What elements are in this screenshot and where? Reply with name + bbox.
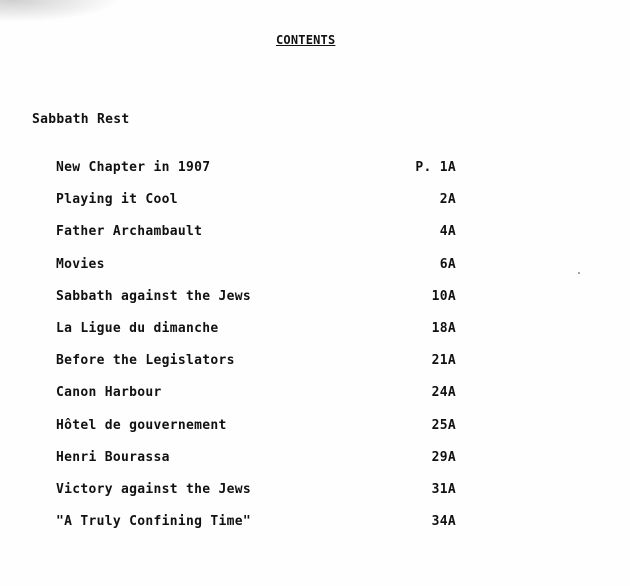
toc-entry-page: 18A	[431, 320, 456, 336]
scan-smudge	[0, 0, 120, 22]
toc-entry-page: 34A	[431, 514, 456, 530]
toc-entry-title: Movies	[56, 256, 105, 272]
toc-entry	[56, 514, 456, 546]
toc-entry-page: 6A	[439, 256, 456, 272]
toc-entry-title: Canon Harbour	[56, 385, 162, 401]
toc-entry	[56, 192, 456, 224]
toc-entry-title: Sabbath against the Jews	[56, 288, 252, 304]
toc-entry-page: 25A	[431, 417, 456, 433]
toc-entry	[56, 289, 456, 321]
toc-entry	[56, 321, 456, 353]
toc-entry-title: La Ligue du dimanche	[56, 320, 219, 336]
toc-entry-title: "A Truly Confining Time"	[56, 514, 252, 530]
page-title: CONTENTS	[276, 33, 336, 47]
toc-entry-title: Victory against the Jews	[56, 481, 252, 497]
toc-entry-page: 31A	[431, 481, 456, 497]
toc-entry	[56, 418, 456, 450]
table-of-contents	[56, 160, 456, 546]
toc-entry-title: Henri Bourassa	[56, 449, 170, 465]
toc-entry-page: P. 1A	[415, 160, 456, 175]
toc-entry	[56, 482, 456, 514]
toc-entry-title: Father Archambault	[56, 224, 203, 240]
toc-entry-title: Hôtel de gouvernement	[56, 417, 227, 433]
section-heading: Sabbath Rest	[32, 112, 130, 127]
toc-entry	[56, 160, 456, 192]
toc-entry-page: 21A	[431, 353, 456, 369]
scan-speck	[578, 272, 580, 274]
toc-entry	[56, 224, 456, 256]
toc-entry	[56, 385, 456, 417]
toc-entry-page: 4A	[439, 224, 456, 240]
toc-entry-page: 10A	[431, 288, 456, 304]
toc-entry-title: Before the Legislators	[56, 353, 235, 369]
toc-entry-page: 29A	[431, 449, 456, 465]
toc-entry	[56, 450, 456, 482]
toc-entry-page: 24A	[431, 385, 456, 401]
toc-entry	[56, 353, 456, 385]
toc-entry	[56, 257, 456, 289]
toc-entry-title: New Chapter in 1907	[56, 160, 211, 175]
toc-entry-title: Playing it Cool	[56, 192, 178, 208]
toc-entry-page: 2A	[439, 192, 456, 208]
